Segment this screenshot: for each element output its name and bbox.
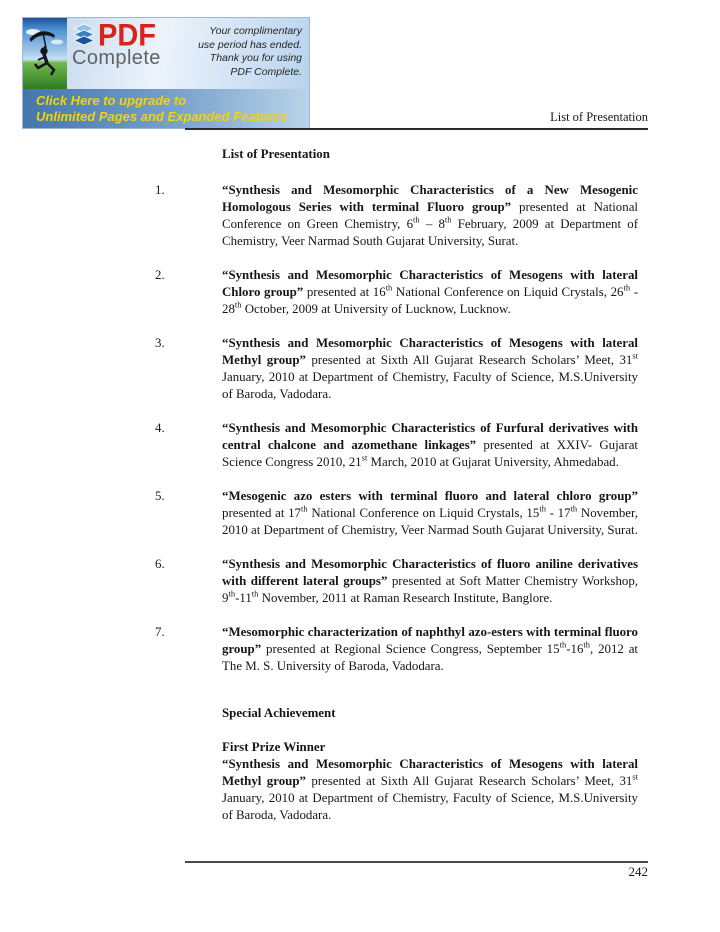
list-item [155,488,638,539]
list-item [155,182,638,250]
banner-top-panel [22,17,310,89]
item-text: “Synthesis and Mesomorphic Characteristics of a New Mesogenic Homologous Series with terminal Fluoro group” presented at National Conference on Green Chemistry, 6th – 8th February, 2009 at Department of Chemistry, Veer Narmad South Gujarat University, Surat. [222,183,639,248]
item-number: 4. [155,421,165,435]
item-number: 1. [155,183,165,197]
special-achievement-section [222,705,638,824]
trial-message-line: Your complimentary [209,25,302,37]
item-number: 2. [155,268,165,282]
special-achievement-heading: Special Achievement [222,706,336,720]
list-item [155,624,638,675]
item-text: “Synthesis and Mesomorphic Characteristics of Furfural derivatives with central chalcone and azomethane linkages” presented at XXIV- Gujarat Science Congress 2010, 21st March, 2010 at Gujarat University, Ahmedabad. [222,421,638,469]
logo-pdf-text: PDF [98,18,156,54]
item-number: 6. [155,557,165,571]
item-number: 5. [155,489,165,503]
first-prize-winner-label: First Prize Winner [222,740,326,754]
item-text: “Synthesis and Mesomorphic Characteristics of fluoro aniline derivatives with different lateral groups” presented at Soft Matter Chemistry Workshop, 9th-11th November, 2011 at Raman Research Institute, Banglore. [222,557,639,605]
item-number: 3. [155,336,165,350]
jumping-person-icon [23,18,67,90]
trial-message [198,18,309,89]
trial-message-line: use period has ended. [198,38,302,51]
item-text: “Mesomorphic characterization of naphthyl azo-esters with terminal fluoro group” presented at Regional Science Congress, September 15th-16th, 2012 at The M. S. University of Baroda, Vadodara. [222,625,638,673]
item-text: “Mesogenic azo esters with terminal fluoro and lateral chloro group” presented at 17th National Conference on Liquid Crystals, 15th - 17th November, 2010 at Department of Chemistry, Veer Narmad South Gujarat University, Surat. [222,489,639,537]
banner-photo [23,18,67,89]
item-text: “Synthesis and Mesomorphic Characteristics of Mesogens with lateral Methyl group” presented at Sixth All Gujarat Research Scholars’ Meet, 31st January, 2010 at Department of Chemistry, Faculty of Science, M.S.University of Baroda, Vadodara. [222,336,639,401]
special-paragraph: “Synthesis and Mesomorphic Characteristics of Mesogens with lateral Methyl group” presented at Sixth All Gujarat Research Scholars’ Meet, 31st January, 2010 at Department of Chemistry, Faculty of Science, M.S.University of Baroda, Vadodara. [222,757,639,822]
page-content [155,146,638,824]
page-title: List of Presentation [222,147,330,161]
presentation-list [155,182,638,675]
logo-complete-text: Complete [72,47,161,69]
list-item [155,267,638,318]
pdf-complete-logo-icon [72,23,96,47]
running-header: List of Presentation [185,109,648,130]
trial-message-line: PDF Complete. [230,65,302,78]
item-number: 7. [155,625,165,639]
upgrade-link-line: Click Here to upgrade to [36,93,187,108]
pdf-complete-logo[interactable] [67,18,161,89]
page-number: 242 [628,864,648,879]
list-item [155,420,638,471]
trial-message-line: Thank you for using [209,52,302,64]
item-text: “Synthesis and Mesomorphic Characteristics of Mesogens with lateral Chloro group” presented at 16th National Conference on Liquid Crystals, 26th - 28th October, 2009 at University of Lucknow, Lucknow. [222,268,639,316]
list-item [155,335,638,403]
page-footer [185,861,648,880]
upgrade-link-line: Unlimited Pages and Expanded Features [36,109,288,124]
list-item [155,556,638,607]
